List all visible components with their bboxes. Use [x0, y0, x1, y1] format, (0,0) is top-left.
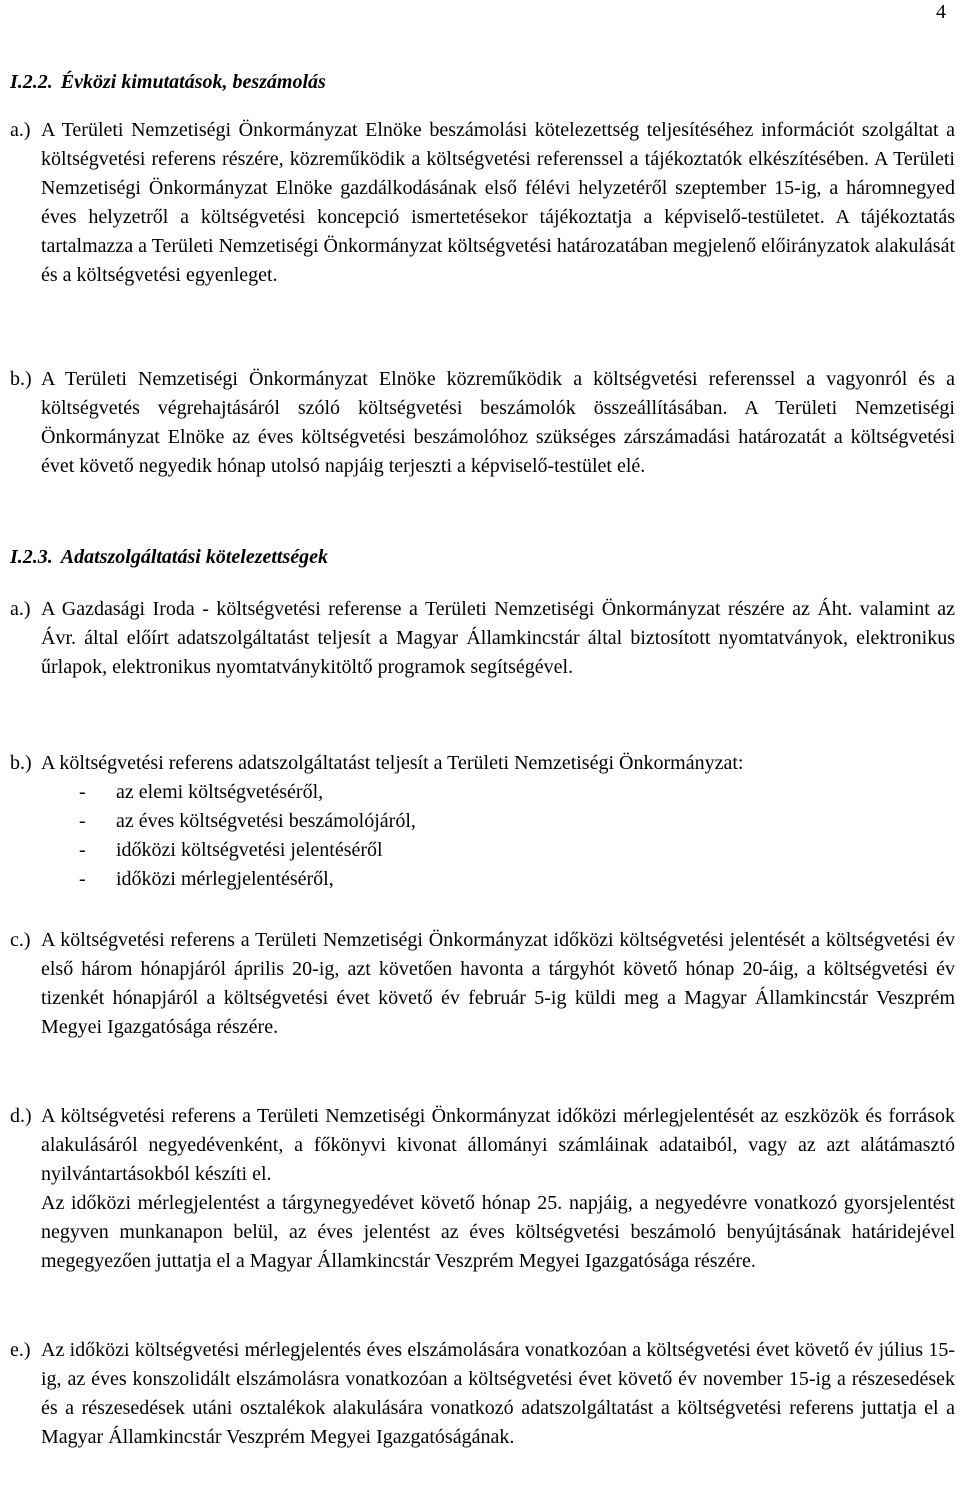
item-marker: e.) — [10, 1339, 31, 1361]
paragraph-c — [10, 926, 955, 1042]
paragraph-a — [10, 595, 955, 682]
item-marker: d.) — [10, 1105, 32, 1127]
section-number: I.2.2. — [10, 71, 53, 93]
list-item: - az éves költségvetési beszámolójáról, — [79, 807, 955, 836]
paragraph-b — [10, 365, 955, 481]
dash-list — [79, 778, 955, 894]
page-number: 4 — [936, 1, 946, 23]
item-marker: a.) — [10, 598, 31, 620]
section-title: Adatszolgáltatási kötelezettségek — [60, 546, 329, 568]
list-item: - az elemi költségvetéséről, — [79, 778, 955, 807]
paragraph-text: A Gazdasági Iroda - költségvetési referense a Területi Nemzetiségi Önkormányzat részére az Áht. valamint az Ávr. által előírt adatszolgáltatást teljesít a Magyar Államkincstár által biztosított nyomtatványok, elektronikus űrlapok, elektronikus nyomtatványkitöltő programok segítségével. — [41, 598, 955, 678]
item-marker: a.) — [10, 119, 31, 141]
section-heading-i-2-3 — [10, 545, 328, 569]
dash-bullet: - — [79, 781, 86, 803]
item-marker: b.) — [10, 752, 32, 774]
item-marker: c.) — [10, 929, 31, 951]
paragraph-text: Az időközi költségvetési mérlegjelentés éves elszámolására vonatkozóan a költségvetési évet követő év július 15-ig, az éves konszolidált elszámolásra vonatkozóan a költségvetési évet követő év november 15-ig a részesedések és a részesedések utáni osztalékok alakulására vonatkozó adatszolgáltatást a költségvetési referens juttatja el a Magyar Államkincstár Veszprém Megyei Igazgatóságának. — [41, 1339, 955, 1448]
section-heading-i-2-2 — [10, 70, 326, 94]
paragraph-text: A Területi Nemzetiségi Önkormányzat Elnöke közreműködik a költségvetési referenssel a vagyonról és a költségvetés végrehajtásáról szóló költségvetési beszámolók összeállításában. A Területi Nemzetiségi Önkormányzat Elnöke az éves költségvetési beszámolóhoz szükséges zárszámadási határozatát a költségvetési évet követő negyedik hónap utolsó napjáig terjeszti a képviselő-testület elé. — [41, 368, 955, 477]
item-marker: b.) — [10, 368, 32, 390]
paragraph-text: A költségvetési referens a Területi Nemzetiségi Önkormányzat időközi költségvetési jelentését a költségvetési év első három hónapjáról április 20-ig, azt követően havonta a tárgyhót követő hónap 20-áig, a költségvetési év tizenkét hónapjáról a költségvetési évet követő év február 5-ig küldi meg a Magyar Államkincstár Veszprém Megyei Igazgatósága részére. — [41, 929, 955, 1038]
paragraph-text: A költségvetési referens a Területi Nemzetiségi Önkormányzat időközi mérlegjelentését az eszközök és források alakulásáról negyedévenként, a főkönyvi kivonat állományi számláinak adataiból, vagy az azt alátámasztó nyilvántartásokból készíti el. — [41, 1105, 955, 1185]
paragraph-text-continued: Az időközi mérlegjelentést a tárgynegyedévet követő hónap 25. napjáig, a negyedévre vonatkozó gyorsjelentést negyven munkanapon belül, az éves jelentést az éves költségvetési beszámoló benyújtásának határidejével megegyezően juttatja el a Magyar Államkincstár Veszprém Megyei Igazgatósága részére. — [41, 1192, 955, 1272]
paragraph-d — [10, 1102, 955, 1276]
list-item: - időközi költségvetési jelentéséről — [79, 836, 955, 865]
dash-bullet: - — [79, 839, 86, 861]
list-item: - időközi mérlegjelentéséről, — [79, 865, 955, 894]
paragraph-text: A költségvetési referens adatszolgáltatást teljesít a Területi Nemzetiségi Önkormányzat: — [41, 752, 744, 774]
dash-bullet: - — [79, 810, 86, 832]
paragraph-b — [10, 749, 955, 894]
paragraph-e — [10, 1336, 955, 1452]
section-number: I.2.3. — [10, 546, 53, 568]
paragraph-a — [10, 116, 955, 290]
paragraph-text: A Területi Nemzetiségi Önkormányzat Elnöke beszámolási kötelezettség teljesítéséhez információt szolgáltat a költségvetési referens részére, közreműködik a költségvetési referenssel a tájékoztatók elkészítésében. A Területi Nemzetiségi Önkormányzat Elnöke gazdálkodásának első félévi helyzetéről szeptember 15-ig, a háromnegyed éves helyzetről a költségvetési koncepció ismertetésekor tájékoztatja a képviselő-testületet. A tájékoztatás tartalmazza a Területi Nemzetiségi Önkormányzat költségvetési határozatában megjelenő előirányzatok alakulását és a költségvetési egyenleget. — [41, 119, 955, 286]
dash-bullet: - — [79, 868, 86, 890]
section-title: Évközi kimutatások, beszámolás — [60, 71, 326, 93]
